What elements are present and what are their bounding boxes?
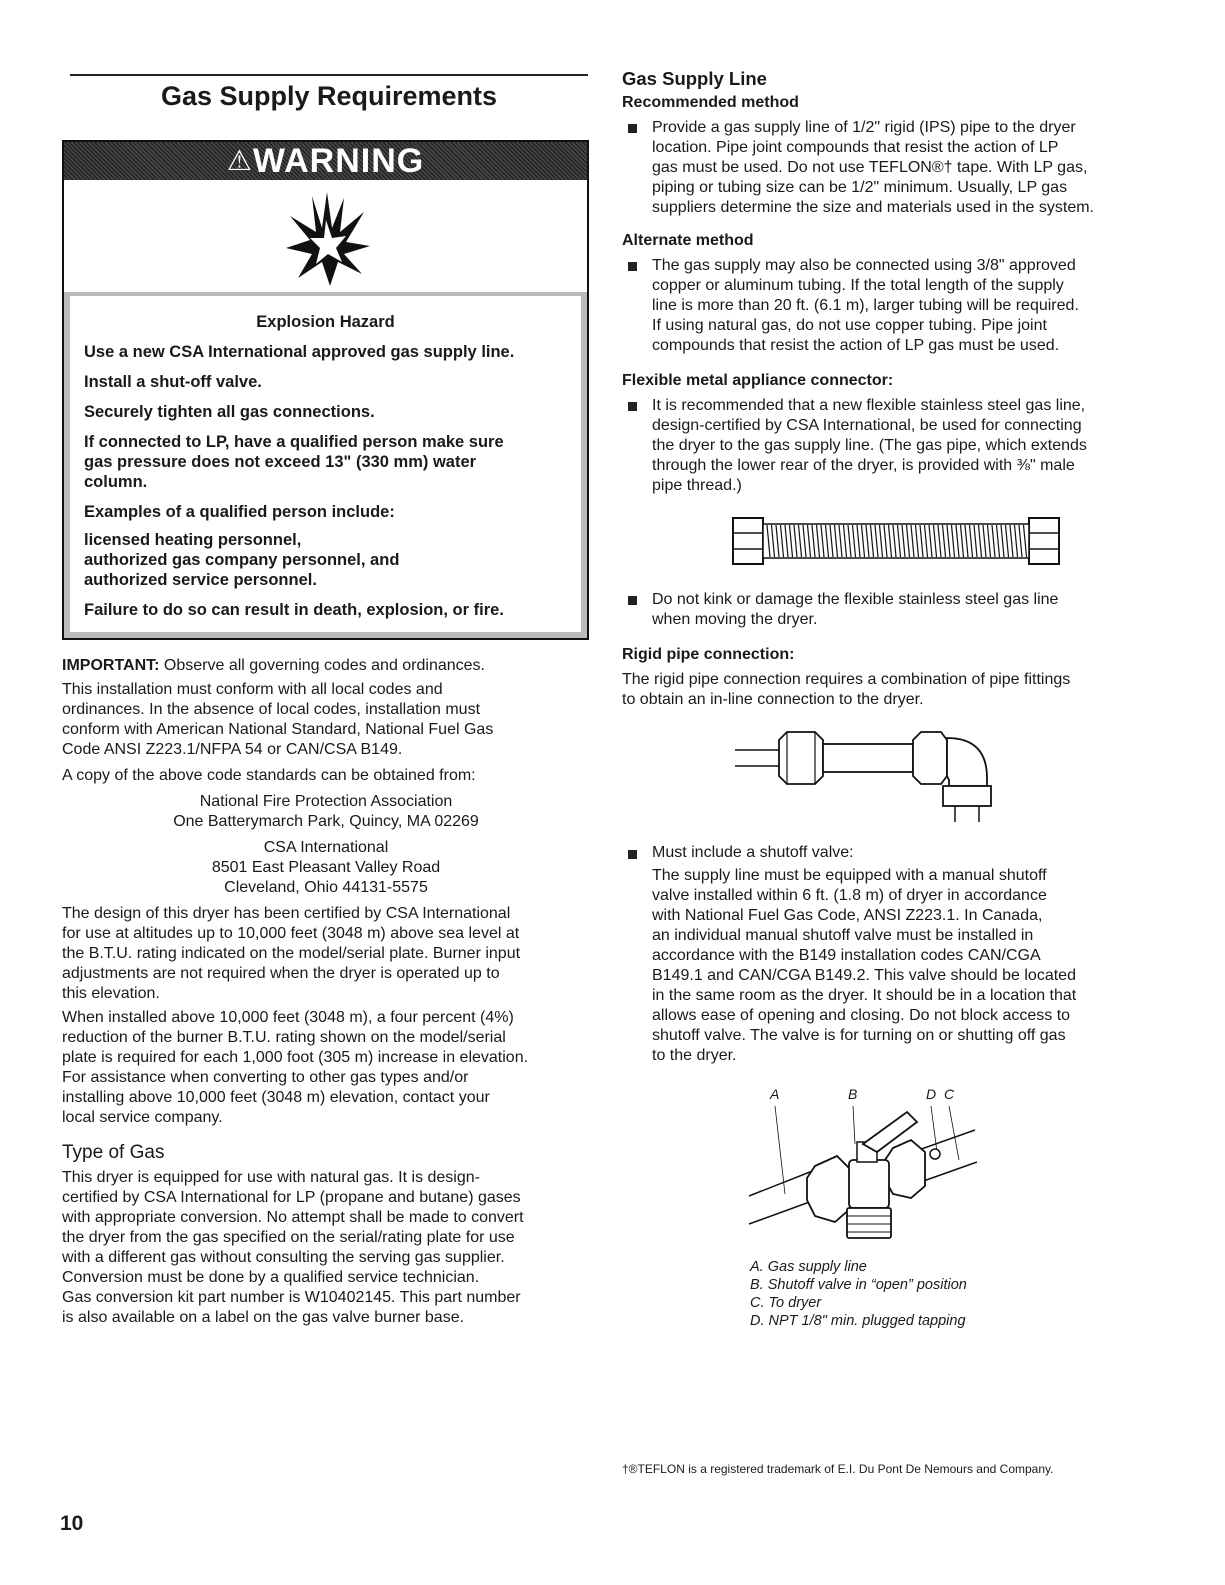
rigid-pipe-illustration: [735, 722, 1015, 822]
bullet-icon: [628, 402, 637, 411]
warning-header: [64, 142, 587, 180]
bullet-icon: [628, 262, 637, 271]
warning-line: column.: [84, 473, 148, 491]
warning-line: Failure to do so can result in death, explosion, or fire.: [84, 601, 504, 619]
warning-hazard: Explosion Hazard: [256, 313, 395, 331]
code-paragraph: This installation must conform with all local codes and ordinances. In the absence of local codes, installation must conform with American National Standard, National Fuel Gas Code ANSI Z223.1/NFPA 54 or CAN/CSA B149.: [62, 681, 494, 758]
alternate-method-text: The gas supply may also be connected using 3/8" approved copper or aluminum tubing. If the total length of the supply line is more than 20 ft. (6.1 m), larger tubing will be required. If using natural gas, do not use copper tubing. Pipe joint compounds that resist the action of LP gas must be used.: [652, 257, 1079, 354]
warning-line: Install a shut-off valve.: [84, 373, 262, 391]
flexible-connector-heading: Flexible metal appliance connector:: [622, 372, 894, 389]
warning-body: [64, 292, 587, 638]
flexible-connector-text: It is recommended that a new flexible stainless steel gas line, design-certified by CSA International, be used for connecting the dryer to the gas supply line. (The gas pipe, which extends through the lower rear of the dryer, is provided with ⅜" male pipe thread.): [652, 397, 1087, 494]
altitude-reduction-paragraph: When installed above 10,000 feet (3048 m), a four percent (4%) reduction of the burner B.T.U. rating shown on the model/serial plate is required for each 1,000 foot (305 m) increase in elevation. For assistance when converting to other gas types and/or installing above 10,000 feet (3048 m) elevation, contact your local service company.: [62, 1009, 529, 1126]
warning-label: WARNING: [252, 142, 425, 180]
gas-supply-line-heading: Gas Supply Line: [622, 68, 767, 89]
valve-label-a: A: [770, 1086, 780, 1102]
warning-line: licensed heating personnel,: [84, 531, 302, 549]
warning-line: Examples of a qualified person include:: [84, 503, 395, 521]
shutoff-valve-paragraph: The supply line must be equipped with a manual shutoff valve installed within 6 ft. (1.8 m) of dryer in accordance with National Fuel Gas Code, ANSI Z223.1. In Canada, an individual manual shutoff valve must be installed in accordance with the B149 installation codes CAN/CGA B149.1 and CAN/CGA B149.2. This valve should be located in the same room as the dryer. It should be in a location that allows ease of opening and closing. Do not block access to shutoff valve. The valve is for turning on or shutting off gas to the dryer.: [652, 867, 1077, 1064]
address-nfpa: National Fire Protection Association One Batterymarch Park, Quincy, MA 02269: [173, 793, 479, 830]
bullet-icon: [628, 124, 637, 133]
warning-line: authorized service personnel.: [84, 571, 317, 589]
caption-b: B. Shutoff valve in “open” position: [750, 1277, 967, 1293]
page-number: 10: [60, 1512, 84, 1535]
warning-line: Securely tighten all gas connections.: [84, 403, 375, 421]
bullet-icon: [628, 850, 637, 859]
flexible-gas-line-illustration: [731, 514, 1061, 568]
title-rule: [70, 74, 588, 76]
warning-line: gas pressure does not exceed 13" (330 mm) water: [84, 453, 477, 471]
warning-line: Use a new CSA International approved gas supply line.: [84, 343, 515, 361]
rigid-pipe-text: The rigid pipe connection requires a combination of pipe fittings to obtain an in-line connection to the dryer.: [622, 671, 1071, 708]
important-note: IMPORTANT: Observe all governing codes and ordinances.: [62, 657, 485, 674]
valve-label-c: C: [944, 1086, 955, 1102]
valve-label-d: D: [926, 1086, 937, 1102]
type-of-gas-heading: Type of Gas: [62, 1142, 165, 1163]
caption-d: D. NPT 1/8" min. plugged tapping: [750, 1313, 966, 1329]
page-title: Gas Supply Requirements: [160, 81, 498, 111]
explosion-icon: [282, 190, 372, 290]
warning-line: If connected to LP, have a qualified person make sure: [84, 433, 504, 451]
shutoff-bullet-text: Must include a shutoff valve:: [652, 844, 854, 861]
warning-line: authorized gas company personnel, and: [84, 551, 400, 569]
bullet-icon: [628, 596, 637, 605]
trademark-footnote: †®TEFLON is a registered trademark of E.I. Du Pont De Nemours and Company.: [622, 1462, 1054, 1476]
address-csa: CSA International 8501 East Pleasant Valley Road Cleveland, Ohio 44131-5575: [211, 839, 441, 896]
recommended-method-text: Provide a gas supply line of 1/2" rigid (IPS) pipe to the dryer location. Pipe joint compounds that resist the action of LP gas must be used. Do not use TEFLON®† tape. With LP gas, piping or tubing size can be 1/2" minimum. Usually, LP gas suppliers determine the size and materials used in the system.: [652, 119, 1094, 216]
copy-paragraph: A copy of the above code standards can be obtained from:: [62, 767, 476, 784]
rigid-pipe-heading: Rigid pipe connection:: [622, 646, 795, 663]
warning-box: [62, 140, 589, 640]
caption-a: A. Gas supply line: [750, 1259, 867, 1275]
warning-triangle-icon: ⚠: [226, 145, 253, 176]
alternate-method-heading: Alternate method: [622, 232, 754, 249]
caption-c: C. To dryer: [750, 1295, 822, 1311]
valve-label-b: B: [848, 1086, 858, 1102]
recommended-method-heading: Recommended method: [622, 94, 799, 111]
kink-warning-text: Do not kink or damage the flexible stainless steel gas line when moving the dryer.: [652, 591, 1059, 628]
shutoff-valve-illustration: [745, 1104, 985, 1264]
type-of-gas-paragraph: This dryer is equipped for use with natural gas. It is design- certified by CSA International for LP (propane and butane) gases with appropriate conversion. No attempt shall be made to convert the dryer from the gas specified on the serial/rating plate for use with a different gas without consulting the serving gas supplier. Conversion must be done by a qualified service technician. Gas conversion kit part number is W10402145. This part number is also available on a label on the gas valve burner base.: [62, 1169, 524, 1326]
altitude-paragraph: The design of this dryer has been certified by CSA International for use at altitudes up to 10,000 feet (3048 m) above sea level at the B.T.U. rating indicated on the model/serial plate. Burner input adjustments are not required when the dryer is operated up to this elevation.: [62, 905, 521, 1002]
